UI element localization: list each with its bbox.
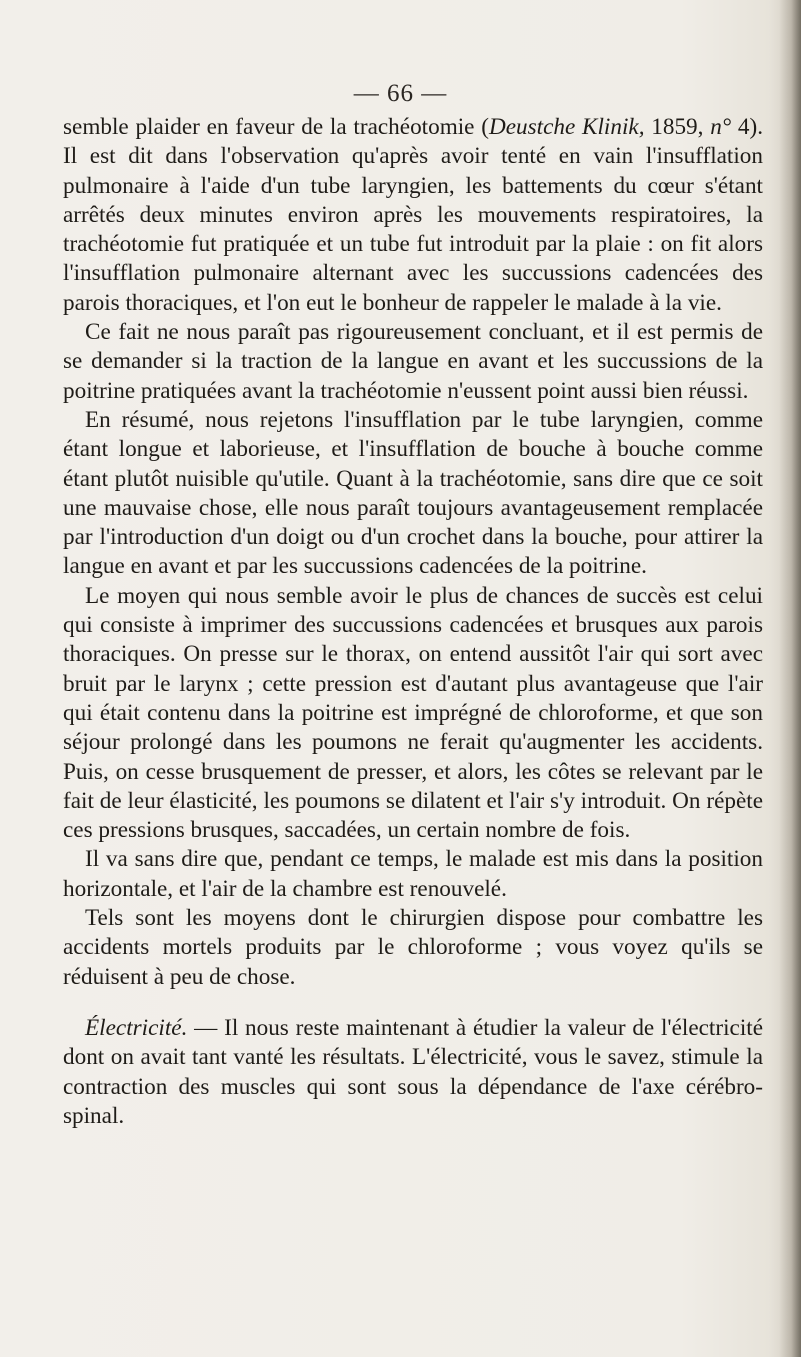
section-heading: Électricité. [85, 1014, 188, 1041]
paragraph: Tels sont les moyens dont le chirurgien dispose pour combattre les accidents mortels produits par le chloroforme ; vous voyez qu'ils se réduisent à peu de chose. [63, 905, 763, 990]
page-edge-shadow [779, 0, 801, 1357]
paragraph: En résumé, nous rejetons l'insufflation par le tube laryngien, comme étant longue et laborieuse, et l'insufflation de bouche à bouche comme étant plutôt nuisible qu'utile. Quant à la trachéotomie, sans dire que ce soit une mauvaise chose, elle nous paraît toujours avantageusement remplacée par l'introduction d'un doigt ou d'un crochet dans la bouche, pour attirer la langue en avant et par les succussions cadencées de la poitrine. [63, 406, 763, 580]
paragraph: Ce fait ne nous paraît pas rigoureusement concluant, et il est permis de se demander si la traction de la langue en avant et les succussions de la poitrine pratiquées avant la trachéotomie n'eussent point aussi bien réussi. [63, 319, 763, 404]
text-run: 4). Il est dit dans l'observation qu'après avoir tenté en vain l'insufflation pulmonaire à l'aide d'un tube laryngien, les battements du cœur s'étant arrêtés deux minutes environ après les mouvements respiratoires, la trachéotomie fut pratiquée et un tube fut introduit par la plaie : on fit alors l'insufflation pulmonaire alternant avec les succussions cadencées des parois thoraciques, et l'on eut le bonheur de rappeler le malade à la vie. [63, 114, 763, 316]
paragraph: Le moyen qui nous semble avoir le plus de chances de succès est celui qui consiste à imprimer des succussions cadencées et brusques aux parois thoraciques. On presse sur le thorax, on entend aussitôt l'air qui sort avec bruit par le larynx ; cette pression est d'autant plus avantageuse que l'air qui était contenu dans la poitrine est imprégné de chloroforme, et que son séjour prolongé dans les poumons ne ferait qu'augmenter les accidents. Puis, on cesse brusquement de presser, et alors, les côtes se relevant par le fait de leur élasticité, les poumons se dilatent et l'air s'y introduit. On répète ces pressions brusques, saccadées, un certain nombre de fois. [63, 582, 763, 844]
section-paragraph-electricite [63, 1014, 763, 1131]
paragraph-continued [63, 113, 763, 318]
body-text [63, 113, 763, 1131]
text-run: semble plaider en faveur de la trachéotomie ( [63, 114, 489, 140]
issue-abbrev: n° [710, 114, 732, 140]
paragraph: Il va sans dire que, pendant ce temps, le malade est mis dans la position horizontale, et l'air de la chambre est renouvelé. [63, 846, 763, 902]
journal-title: Deustche Klinik, [488, 114, 645, 140]
text-run: 1859, [644, 114, 711, 140]
page-number: — 66 — [353, 80, 448, 107]
text-run: — Il nous reste maintenant à étudier la valeur de l'électricité dont on avait tant vanté les résultats. L'électricité, vous le savez, stimule la contraction des muscles qui sont sous la dépendance de l'axe cérébro-spinal. [63, 1014, 763, 1129]
